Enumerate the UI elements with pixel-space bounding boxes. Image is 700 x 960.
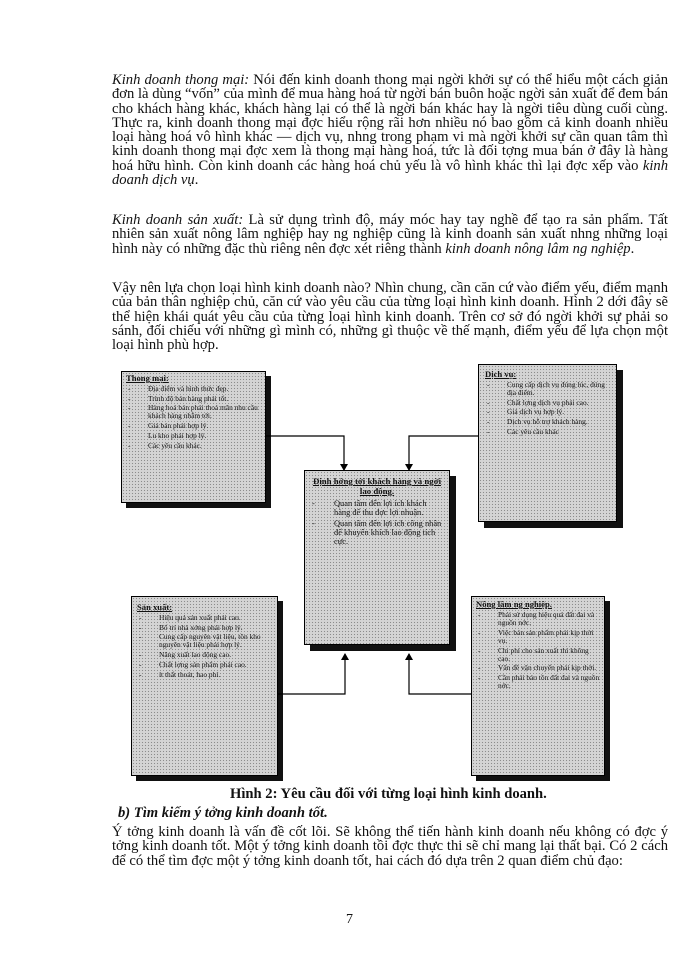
- list-item: - Bố trí nhà xởng phải hợp lý.: [137, 624, 272, 632]
- list-item: - Cung cấp dịch vụ đúng lúc, đúng địa điểm.: [485, 381, 610, 397]
- list-item: - Giá dịch vụ hợp lý.: [485, 408, 610, 416]
- figure-caption: Hình 2: Yêu cầu đối với từng loại hình kinh doanh.: [230, 786, 547, 802]
- list-item: - Các yêu cầu khác: [485, 428, 610, 436]
- list-item: - Lu kho phải hợp lý.: [126, 432, 261, 440]
- list-item: - Trình độ bán hàng phải tốt.: [126, 395, 261, 403]
- paragraph-y-tuong: Ý tởng kinh doanh là vấn đề cốt lõi. Sẽ không thể tiến hành kinh doanh nếu không có đợc ý tởng kinh doanh tốt. Một ý tởng kinh doanh tồi đợc thực thi sẽ chỉ mang lại thất bại. Có 2 cách để có thể tìm đợc một ý tởng kinh doanh tốt, hai cách đó dựa trên 2 quan điểm chủ đạo:: [112, 824, 668, 869]
- paragraph-lead: Kinh doanh sản xuất:: [112, 212, 244, 228]
- paragraph-san-xuat: [112, 213, 668, 256]
- list-item: - Dịch vụ hỗ trợ khách hàng.: [485, 418, 610, 426]
- arrow-thuong-mai: [266, 436, 344, 470]
- paragraph-lua-chon: Vậy nên lựa chọn loại hình kinh doanh nào? Nhìn chung, cần căn cứ vào điểm yếu, điểm mạnh của bản thân nghiệp chủ, căn cứ vào yêu cầu của từng loại hình kinh doanh. Hình 2 dới đây sẽ thể hiện khái quát yêu cầu của từng loại hình kinh doanh. Trên cơ sở đó ngời khởi sự phải so sánh, đối chiếu với những gì mình có, những gì thuộc về thế mạnh, điểm yếu để lựa chọn một loại hình phù hợp.: [112, 280, 668, 354]
- list-item: - Chất lợng dịch vụ phải cao.: [485, 399, 610, 407]
- paragraph-emphasis: kinh doanh dịch vụ: [112, 157, 668, 189]
- list-item: - Các yêu cầu khác.: [126, 442, 261, 450]
- paragraph-lead: Kinh doanh thong mại:: [112, 72, 250, 88]
- requirement-list: [126, 385, 261, 450]
- list-item: - Việc bán sản phẩm phải kịp thời vụ.: [476, 629, 600, 645]
- list-item: - ít thất thoát, hao phí.: [137, 671, 272, 679]
- list-item: - Hàng hoá bán phải thoả mãn nhu cầu khách hàng nhắm tới.: [126, 404, 261, 420]
- box-nong-lam: [471, 596, 605, 776]
- list-item: - Giá bán phải hợp lý.: [126, 422, 261, 430]
- section-subheading: b) Tìm kiếm ý tởng kinh doanh tốt.: [118, 805, 328, 821]
- paragraph-thuong-mai: [112, 73, 668, 187]
- paragraph-text: Nói đến kinh doanh thong mại ngời khởi sự có thể hiểu một cách giản đơn là dùng “vốn” của mình để mua hàng hoá từ ngời bán buôn hoặc ngời sản xuất để đem bán cho khách hàng khác, khách hàng lại có thể là ngời bán khác hay là ngời tiêu dùng cuối cùng. Thực ra, kinh doanh thong mại đợc hiểu rộng rãi hơn nhiều nó bao gồm cả kinh doanh nhiều loại hàng hoá vô hình khác — dịch vụ, nhng trong phạm vi mà ngời khởi sự cần quan tâm thì kinh doanh thong mại đợc xem là thong mại hàng hoá, tức là đối tợng mua bán ở đây là hàng hoá hữu hình. Còn kinh doanh các hàng hoá chủ yếu là vô hình khác thì lại đợc xếp vào: [112, 72, 668, 174]
- arrow-dich-vu: [409, 436, 478, 470]
- paragraph-emphasis: kinh doanh nông lâm ng nghiệp: [445, 240, 631, 257]
- paragraph-text: Là sử dụng trình độ, máy móc hay tay nghề để tạo ra sản phẩm. Tất nhiên sản xuất nông lâm nghiệp hay ng nghiệp cũng là kinh doanh sản xuất nhng những loại hình này có những đặc thù riêng nên đợc xét riêng thành: [112, 212, 668, 257]
- box-title: Nông lâm ng nghiệp.: [476, 599, 552, 609]
- paragraph-end: .: [194, 172, 199, 189]
- list-item: - Năng xuất lao động cao.: [137, 651, 272, 659]
- box-dinh-huong: [304, 470, 450, 645]
- list-item: - Phải sử dụng hiệu quả đất đai và nguồn nớc.: [476, 611, 600, 627]
- list-item: - Cung cấp nguyên vật liệu, tồn kho nguyên vật liệu phải hợp lý.: [137, 633, 272, 649]
- requirement-list: [137, 614, 272, 679]
- list-item: - Địa điểm và hình thức đẹp.: [126, 385, 261, 393]
- box-title: Sản xuất:: [137, 602, 173, 612]
- list-item: - Quan tâm đến lợi ích khách hàng để thu đợc lợi nhuận.: [310, 499, 444, 517]
- paragraph-end: .: [630, 240, 635, 257]
- requirement-list: [310, 499, 444, 547]
- box-title: Dịch vụ:: [485, 369, 517, 379]
- list-item: - Vấn đề vận chuyển phải kịp thời.: [476, 664, 600, 672]
- list-item: - Chất lợng sản phẩm phải cao.: [137, 661, 272, 669]
- list-item: - Chi phí cho sản xuất thì không cao.: [476, 647, 600, 663]
- arrow-san-xuat: [278, 654, 345, 694]
- list-item: - Quan tâm đến lợi ích công nhân để khuyến khích lao động tích cực.: [310, 519, 444, 547]
- list-item: - Hiệu quả sản xuất phải cao.: [137, 614, 272, 622]
- box-dich-vu: [478, 364, 617, 522]
- box-san-xuat: [131, 596, 278, 776]
- arrow-nong-lam: [409, 654, 471, 694]
- page-number: 7: [346, 912, 353, 927]
- list-item: - Cần phải bảo tồn đất đai và nguồn nớc.: [476, 674, 600, 690]
- box-title: Định hớng tới khách hàng và ngời lao động.: [312, 476, 442, 496]
- box-thuong-mai: [121, 371, 266, 503]
- box-title: Thong mại:: [126, 373, 169, 383]
- requirement-list: [476, 611, 600, 690]
- requirement-list: [485, 381, 610, 436]
